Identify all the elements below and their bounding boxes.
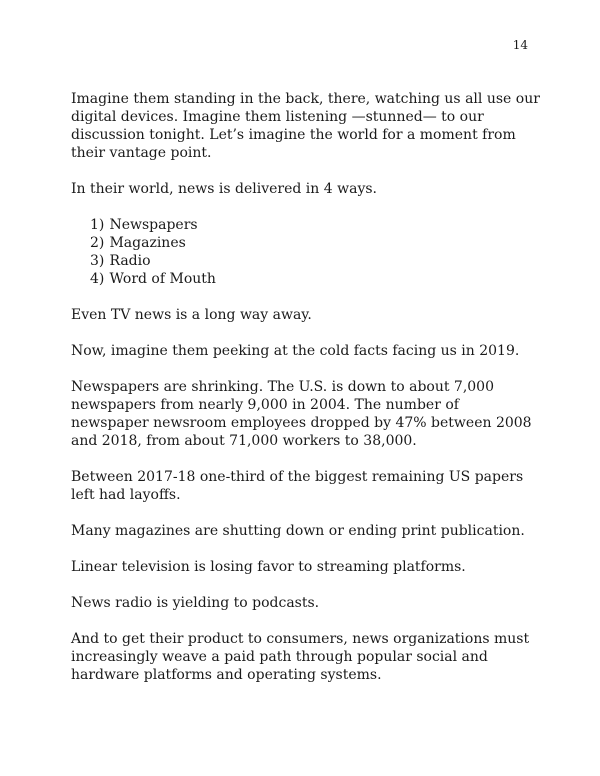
paragraph: Linear television is losing favor to streaming platforms. [71, 559, 466, 575]
paragraph: Imagine them standing in the back, there, watching us all use our digital devices. Imagine them listening —stunned— to our discussion tonight. Let’s imagine the world for a moment from their vantage point. [71, 91, 540, 161]
list-number: 3) [90, 253, 105, 269]
paragraph: Even TV news is a long way away. [71, 307, 312, 323]
list-number: 2) [90, 235, 105, 251]
paragraph: And to get their product to consumers, news organizations must increasingly weave a paid path through popular social and hardware platforms and operating systems. [71, 631, 530, 683]
document-body [71, 90, 541, 702]
list-number: 4) [90, 271, 105, 287]
paragraph: Now, imagine them peeking at the cold facts facing us in 2019. [71, 343, 520, 359]
paragraph: In their world, news is delivered in 4 ways. [71, 181, 377, 197]
list-number: 1) [90, 217, 105, 233]
paragraph: Newspapers are shrinking. The U.S. is down to about 7,000 newspapers from nearly 9,000 in 2004. The number of newspaper newsroom employees dropped by 47% between 2008 and 2018, from about 71,000 workers to 38,000. [71, 379, 532, 449]
list-item [90, 216, 541, 234]
page-number: 14 [512, 38, 528, 52]
list-item-label: Radio [109, 253, 151, 269]
list-item [90, 270, 541, 288]
list-item-label: Magazines [109, 235, 186, 251]
list-item [90, 234, 541, 252]
list-item [90, 252, 541, 270]
news-ways-list [71, 216, 541, 288]
paragraph: Between 2017-18 one-third of the biggest remaining US papers left had layoffs. [71, 469, 524, 503]
paragraph: Many magazines are shutting down or ending print publication. [71, 523, 525, 539]
list-item-label: Word of Mouth [109, 271, 216, 287]
list-item-label: Newspapers [109, 217, 198, 233]
paragraph: News radio is yielding to podcasts. [71, 595, 320, 611]
